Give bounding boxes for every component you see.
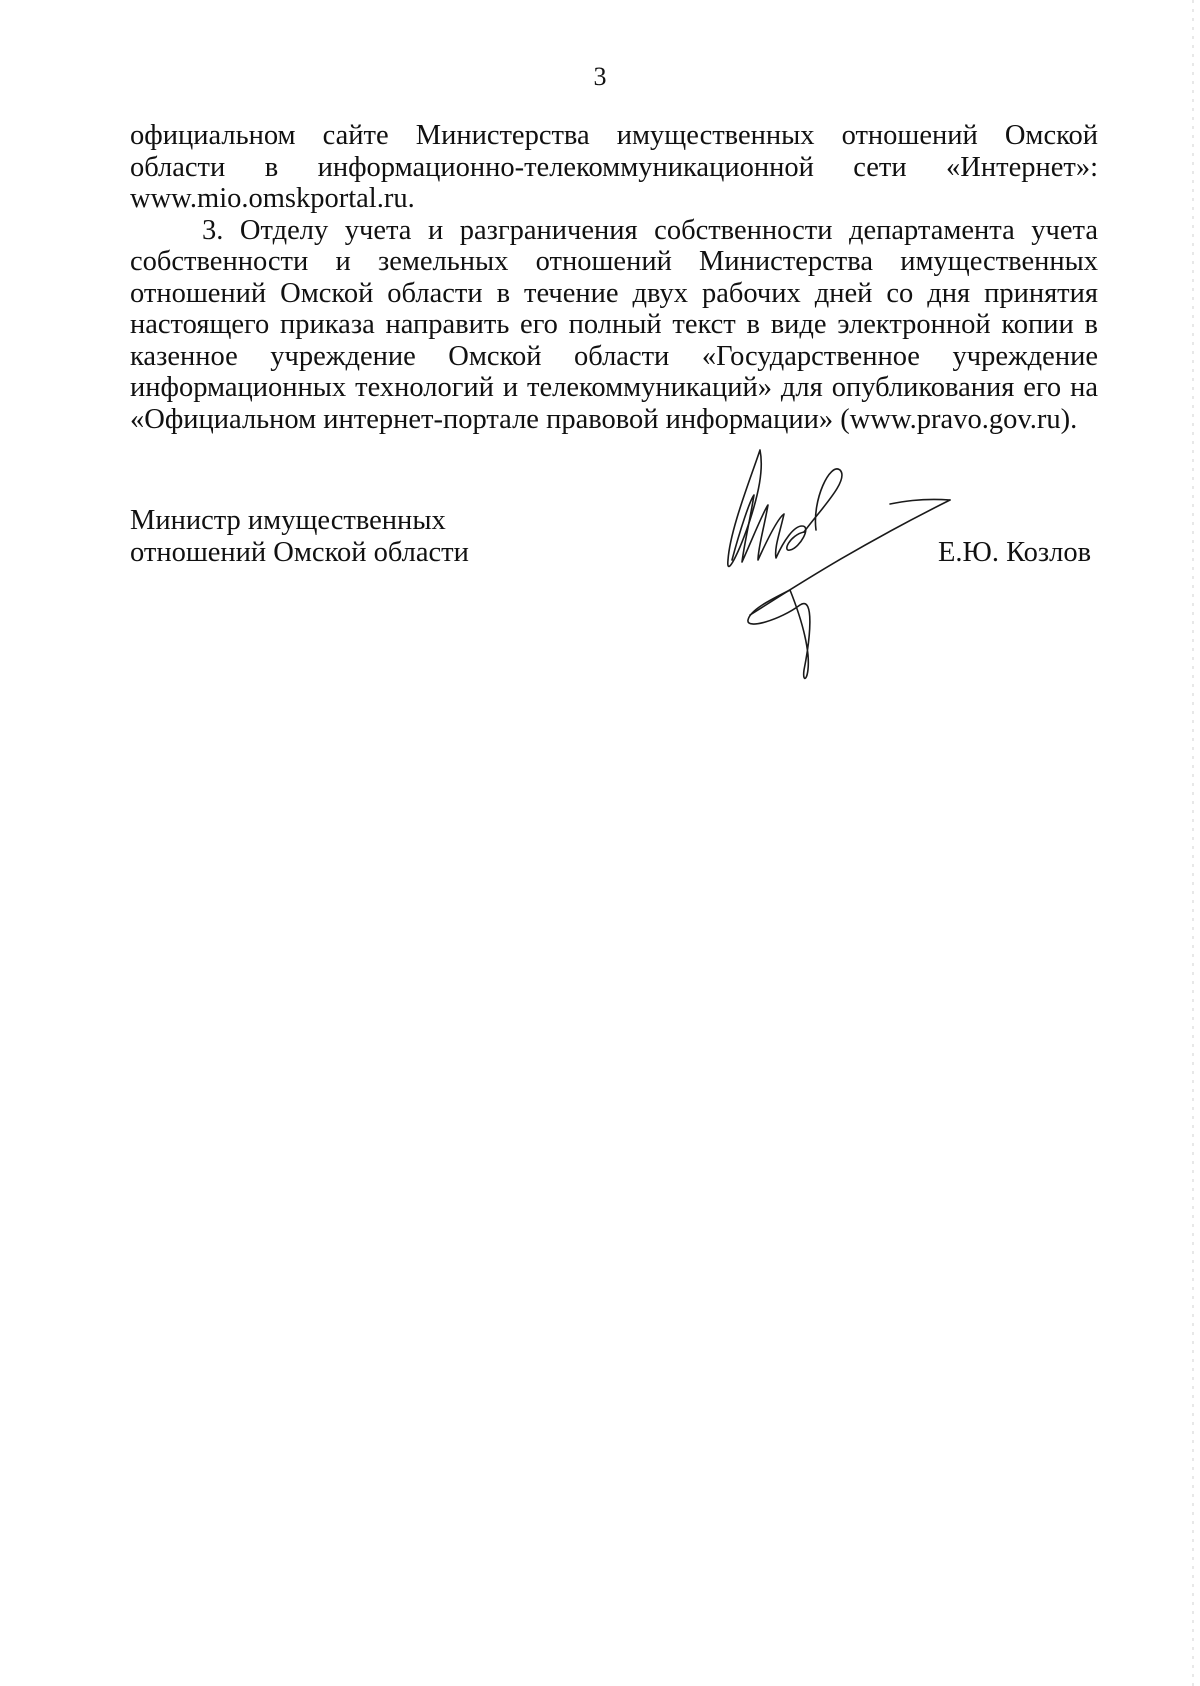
signatory-title — [130, 505, 469, 569]
paragraph-item-3: 3. Отделу учета и разграничения собственности департамента учета собственности и земельных отношений Министерства имущественных отношений Омской области в течение двух рабочих дней со дня принятия настоящего приказа направить его полный текст в виде электронной копии в казенное учреждение Омской области «Государственное учреждение информационных технологий и телекоммуникаций» для опубликования его на «Официальном интернет-портале правовой информации» (www.pravo.gov.ru). — [130, 214, 1098, 435]
document-body — [130, 120, 1098, 435]
page-number: 3 — [593, 62, 607, 91]
signatory-name: Е.Ю. Козлов — [938, 537, 1092, 568]
signatory-title-line-1: Министр имущественных — [130, 505, 446, 536]
paragraph-continuation: официальном сайте Министерства имущественных отношений Омской области в информационно-телекоммуникационной сети «Интернет»: www.mio.omskportal.ru. — [130, 120, 1098, 214]
signatory-title-line-2: отношений Омской области — [130, 537, 469, 568]
handwritten-signature — [720, 440, 960, 690]
scan-edge-artifact — [1192, 0, 1194, 1686]
